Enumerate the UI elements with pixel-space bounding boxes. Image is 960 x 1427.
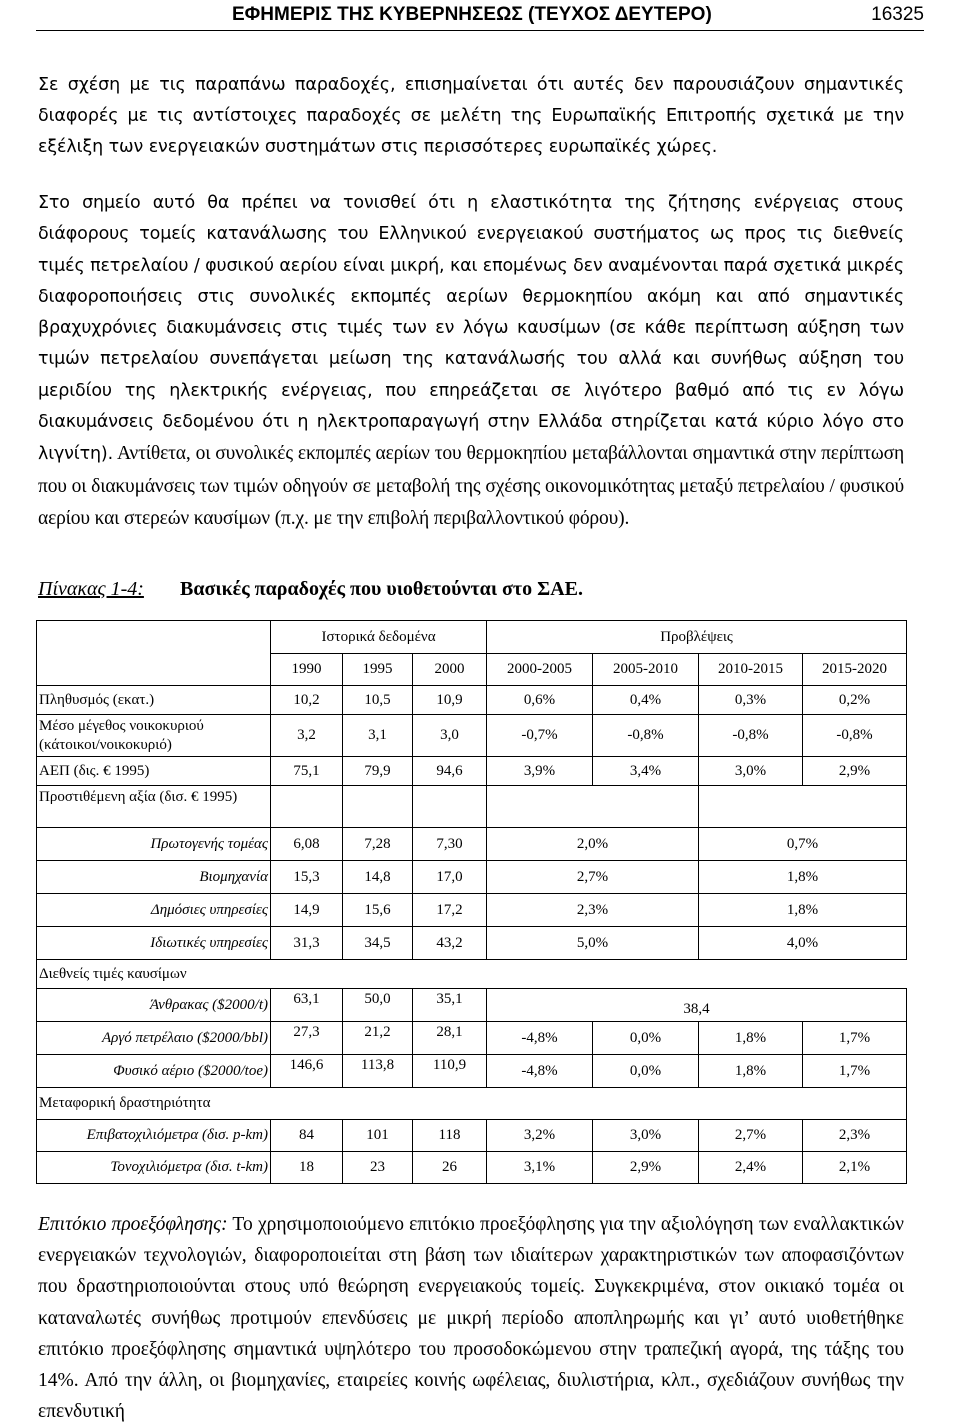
paragraph-2-part-a: Στο σημείο αυτό θα πρέπει να τονισθεί ότι η ελαστικότητα της ζήτησης ενέργειας στους διάφορους τομείς κατανάλωσης του Ελληνικού ενεργειακού συστήματος ως προς τις διεθνείς τιμές πετρελαίου / φυσικού αερίου είναι μικρή, και επομένως δεν αναμένονται παρά σχετικά μικρές διαφοροποιήσεις στις συνολικές εκπομπές αερίων θερμοκηπίου ακόμη και από σημαντικές βραχυχρόνιες διακυμάνσεις στις τιμές των εν λόγω καυσίμων (σε κάθε περίπτωση αύξηση των τιμών πετρελαίου συνεπάγεται μείωση της κατανάλωσής του αλλά και συνήθως αύξηση του μεριδίου της ηλεκτρικής ενέργειας, που επηρεάζεται σε λιγότερο βαθμό από τις εν λόγω διακυμάνσεις δεδομένου ότι η ηλεκτροπαραγωγή στην Ελλάδα στηρίζεται κατά κύριο λόγο στο λιγνίτη).: [38, 193, 904, 465]
table-cell: 101: [343, 1120, 413, 1152]
table-cell: -4,8%: [487, 1055, 593, 1088]
table-cell: 17,2: [413, 894, 487, 927]
table-cell: 3,2%: [487, 1120, 593, 1152]
table-header-row-1: [37, 621, 907, 654]
table-cell: 26: [413, 1152, 487, 1184]
table-cell: 43,2: [413, 927, 487, 960]
year-header: 2005-2010: [593, 654, 699, 686]
table-cell: 94,6: [413, 757, 487, 786]
table-cell: 3,0%: [593, 1120, 699, 1152]
table-cell: 38,4: [487, 989, 907, 1022]
table-cell: 1,7%: [803, 1055, 907, 1088]
table-row: [37, 989, 907, 1022]
table-cell: 15,3: [271, 861, 343, 894]
discount-rate-label: Επιτόκιο προεξόφλησης:: [38, 1214, 228, 1235]
table-caption: [38, 578, 583, 601]
row-label: Επιβατοχιλιόμετρα (δισ. p-km): [37, 1120, 271, 1152]
table-cell: 14,9: [271, 894, 343, 927]
paragraph-3-text: Το χρησιμοποιούμενο επιτόκιο προεξόφλησης για την αξιολόγηση των εναλλακτικών ενεργειακών τεχνολογιών, διαφοροποιείται στη βάση των ιδιαίτερων χαρακτηριστικών των αποφασιζόντων που δραστηριοποιούνται στους υπό θεώρηση ενεργειακούς τομείς. Συγκεκριμένα, στον οικιακό τομέα οι καταναλωτές συνήθως προτιμούν επενδύσεις με μικρή περίοδο αποπληρωμής και γι’ αυτό υιοθετήθηκε επιτόκιο προεξόφλησης σημαντικά υψηλότερο του προσοδοκώμενου στην τραπεζική αγορά, της τάξης του 14%. Από την άλλη, οι βιομηχανίες, εταιρείες κοινής ωφέλειας, διυλιστήρια, κλπ., σχεδιάζουν συνήθως την επενδυτική: [38, 1214, 904, 1423]
row-label: Αργό πετρέλαιο ($2000/bbl): [37, 1022, 271, 1055]
table-cell: 7,28: [343, 828, 413, 861]
table-cell: 4,0%: [699, 927, 907, 960]
gazette-title: ΕΦΗΜΕΡΙΣ ΤΗΣ ΚΥΒΕΡΝΗΣΕΩΣ (ΤΕΥΧΟΣ ΔΕΥΤΕΡΟ): [232, 4, 712, 25]
table-row: [37, 927, 907, 960]
table-row: [37, 894, 907, 927]
table-cell: -0,8%: [593, 715, 699, 757]
table-cell: 2,3%: [487, 894, 699, 927]
row-label-line: (κάτοικοι/νοικοκυριό): [39, 736, 172, 753]
table-cell: 2,9%: [593, 1152, 699, 1184]
paragraph-3: [38, 1209, 904, 1427]
table-cell: 5,0%: [487, 927, 699, 960]
table-cell: 3,1: [343, 715, 413, 757]
row-label: ΑΕΠ (δις. € 1995): [37, 757, 271, 786]
table-cell: [413, 786, 487, 828]
table-row: [37, 1022, 907, 1055]
row-label-line: Μέσο μέγεθος νοικοκυριού: [39, 717, 204, 734]
table-cell: 23: [343, 1152, 413, 1184]
table-cell: 2,7%: [699, 1120, 803, 1152]
table-cell: [271, 786, 343, 828]
year-header: 1995: [343, 654, 413, 686]
table-cell: 27,3: [271, 1022, 343, 1055]
table-cell: 63,1: [271, 989, 343, 1022]
header-forecast: Προβλέψεις: [487, 621, 907, 654]
table-row: [37, 1088, 907, 1120]
table-cell: 2,7%: [487, 861, 699, 894]
table-cell: 1,8%: [699, 894, 907, 927]
table-row: [37, 1055, 907, 1088]
table-cell: 21,2: [343, 1022, 413, 1055]
table-cell: 7,30: [413, 828, 487, 861]
table-cell: 2,1%: [803, 1152, 907, 1184]
table-cell: 2,3%: [803, 1120, 907, 1152]
row-label: Ιδιωτικές υπηρεσίες: [37, 927, 271, 960]
table-cell: 0,4%: [593, 686, 699, 715]
table-cell: 10,2: [271, 686, 343, 715]
table-cell: 0,3%: [699, 686, 803, 715]
row-label: Πρωτογενής τομέας: [37, 828, 271, 861]
row-label: Τονοχιλιόμετρα (δισ. t-km): [37, 1152, 271, 1184]
table-cell: 0,0%: [593, 1055, 699, 1088]
table-row: [37, 757, 907, 786]
table-cell: 2,9%: [803, 757, 907, 786]
paragraph-2: [38, 188, 904, 535]
table-row: [37, 686, 907, 715]
row-label: Φυσικό αέριο ($2000/toe): [37, 1055, 271, 1088]
table-cell: 110,9: [413, 1055, 487, 1088]
page-header: [36, 4, 924, 28]
table-cell: 10,5: [343, 686, 413, 715]
table-row: [37, 960, 907, 989]
row-label: Πληθυσμός (εκατ.): [37, 686, 271, 715]
table-row: [37, 715, 907, 757]
table-cell: 0,2%: [803, 686, 907, 715]
table-cell: 15,6: [343, 894, 413, 927]
table-cell: 50,0: [343, 989, 413, 1022]
table-cell: 3,0%: [699, 757, 803, 786]
table-cell: [343, 786, 413, 828]
table-caption-text: Βασικές παραδοχές που υιοθετούνται στο ΣΑΕ.: [180, 578, 583, 600]
row-label: Διεθνείς τιμές καυσίμων: [37, 960, 907, 989]
year-header: 2000: [413, 654, 487, 686]
row-label: Δημόσιες υπηρεσίες: [37, 894, 271, 927]
table-cell: 118: [413, 1120, 487, 1152]
table-cell: 84: [271, 1120, 343, 1152]
table-cell: 3,0: [413, 715, 487, 757]
table-cell: -0,8%: [803, 715, 907, 757]
header-rule: [36, 30, 924, 31]
table-cell: [487, 786, 699, 828]
table-cell: 3,2: [271, 715, 343, 757]
row-label: Μεταφορική δραστηριότητα: [37, 1088, 907, 1120]
table-cell: 28,1: [413, 1022, 487, 1055]
year-header: 2015-2020: [803, 654, 907, 686]
table-cell: 35,1: [413, 989, 487, 1022]
table-cell: 113,8: [343, 1055, 413, 1088]
table-cell: 79,9: [343, 757, 413, 786]
table-cell: -0,8%: [699, 715, 803, 757]
row-label: Άνθρακας ($2000/t): [37, 989, 271, 1022]
table-cell: 17,0: [413, 861, 487, 894]
paragraph-1: Σε σχέση με τις παραπάνω παραδοχές, επισημαίνεται ότι αυτές δεν παρουσιάζουν σημαντικές διαφορές με τις αντίστοιχες παραδοχές σε μελέτη της Ευρωπαϊκής Επιτροπής σχετικά με την εξέλιξη των ενεργειακών συστημάτων στις περισσότερες ευρωπαϊκές χώρες.: [38, 75, 904, 157]
table-cell: 0,6%: [487, 686, 593, 715]
table-cell: 3,1%: [487, 1152, 593, 1184]
table-cell: 1,8%: [699, 1055, 803, 1088]
row-label: Προστιθέμενη αξία (δισ. € 1995): [37, 786, 271, 828]
table-row: [37, 1120, 907, 1152]
table-cell: 2,4%: [699, 1152, 803, 1184]
table-cell: 0,0%: [593, 1022, 699, 1055]
table-row: [37, 828, 907, 861]
assumptions-table: [36, 620, 907, 1184]
row-label: Βιομηχανία: [37, 861, 271, 894]
table-cell: 34,5: [343, 927, 413, 960]
table-row: [37, 861, 907, 894]
table-cell: 31,3: [271, 927, 343, 960]
table-cell: 75,1: [271, 757, 343, 786]
header-historic: Ιστορικά δεδομένα: [271, 621, 487, 654]
table-cell: [699, 786, 907, 828]
table-cell: 0,7%: [699, 828, 907, 861]
table-cell: 3,9%: [487, 757, 593, 786]
table-cell: 6,08: [271, 828, 343, 861]
table-cell: 10,9: [413, 686, 487, 715]
table-cell: 146,6: [271, 1055, 343, 1088]
table-cell: 3,4%: [593, 757, 699, 786]
table-cell: 1,8%: [699, 861, 907, 894]
table-cell: -4,8%: [487, 1022, 593, 1055]
page-number: 16325: [871, 4, 924, 25]
year-header: 2010-2015: [699, 654, 803, 686]
paragraph-2-part-b: Αντίθετα, οι συνολικές εκπομπές αερίων του θερμοκηπίου μεταβάλλονται σημαντικά στην περίπτωση που οι διακυμάνσεις των τιμών οδηγούν σε μεταβολή της σχέσης οικονομικότητας μεταξύ πετρελαίου / φυσικού αερίου και στερεών καυσίμων (π.χ. με την επιβολή περιβαλλοντικού φόρου).: [38, 443, 904, 529]
table-cell: 1,7%: [803, 1022, 907, 1055]
year-header: 2000-2005: [487, 654, 593, 686]
table-cell: 14,8: [343, 861, 413, 894]
row-label: [37, 715, 271, 757]
table-caption-label: Πίνακας 1-4:: [38, 578, 144, 600]
table-cell: 18: [271, 1152, 343, 1184]
year-header: 1990: [271, 654, 343, 686]
table-cell: 1,8%: [699, 1022, 803, 1055]
table-cell: -0,7%: [487, 715, 593, 757]
table-cell: 2,0%: [487, 828, 699, 861]
table-row: [37, 786, 907, 828]
header-empty-cell: [37, 621, 271, 686]
table-row: [37, 1152, 907, 1184]
